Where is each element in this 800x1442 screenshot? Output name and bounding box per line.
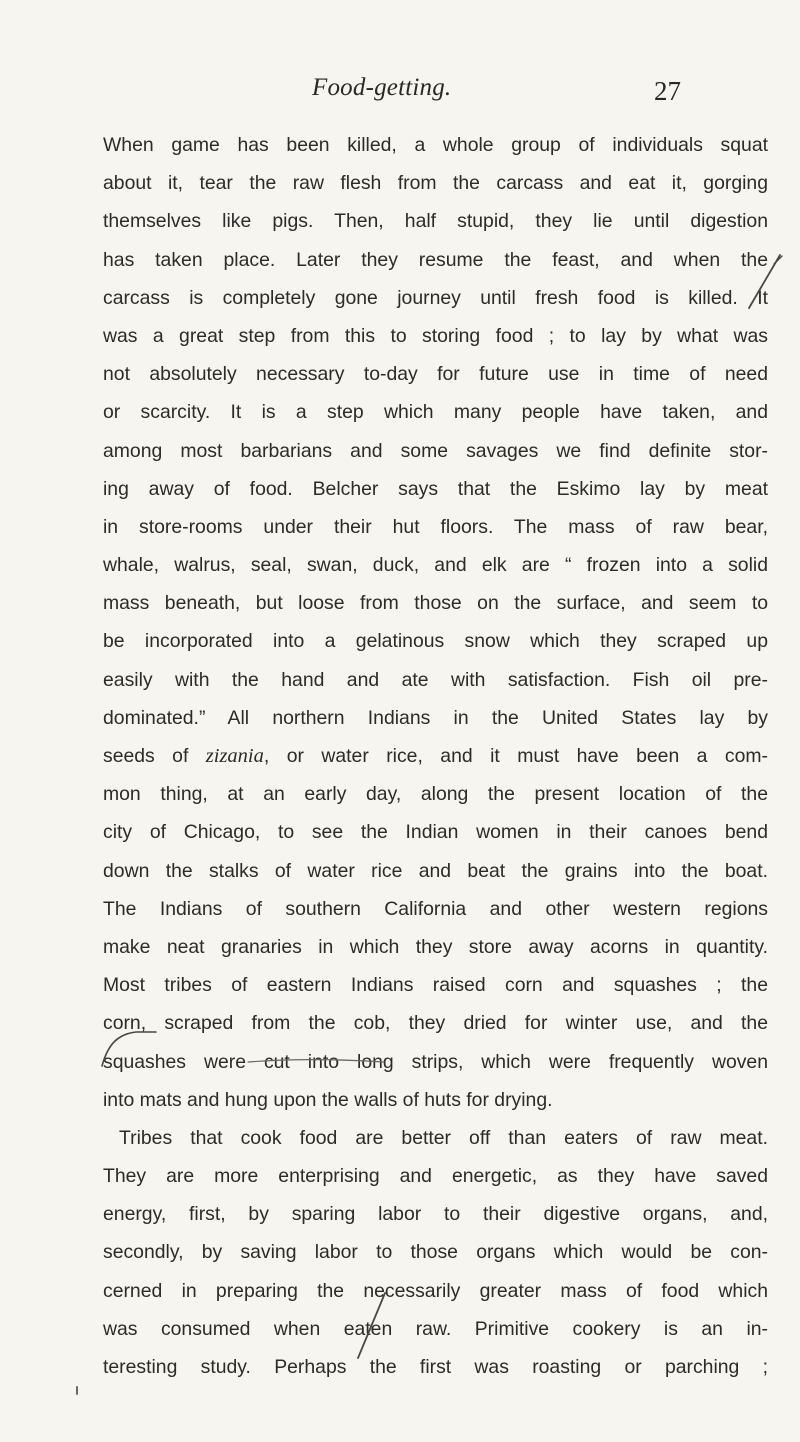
text-line: Most tribes of eastern Indians raised corn and squashes ; the [103, 974, 768, 997]
text-line: themselves like pigs. Then, half stupid, they lie until digestion [103, 210, 768, 233]
text-line: not absolutely necessary to-day for future use in time of need [103, 363, 768, 386]
text-line: about it, tear the raw flesh from the carcass and eat it, gorging [103, 172, 768, 195]
text-segment: seeds of [103, 745, 189, 767]
text-line: cerned in preparing the necessarily greater mass of food which [103, 1279, 768, 1302]
text-line: ing away of food. Belcher says that the Eskimo lay by meat [103, 477, 768, 500]
text-line: Tribes that cook food are better off than eaters of raw meat. [119, 1126, 768, 1149]
page-number: 27 [654, 76, 681, 106]
text-line: was consumed when eaten raw. Primitive cookery is an in- [103, 1317, 768, 1340]
text-line: was a great step from this to storing food ; to lay by what was [103, 324, 768, 347]
text-line: make neat granaries in which they store away acorns in quantity. [103, 935, 768, 958]
text-line: be incorporated into a gelatinous snow which they scraped up [103, 630, 768, 653]
running-title: Food-getting. [312, 74, 452, 101]
text-line [103, 737, 768, 775]
stray-ink-mark [76, 1386, 78, 1395]
text-line: has taken place. Later they resume the feast, and when the [103, 248, 768, 271]
text-line: teresting study. Perhaps the first was roasting or parching ; [103, 1356, 768, 1378]
paragraph-2 [103, 1119, 768, 1386]
text-line: in store-rooms under their hut floors. The mass of raw bear, [103, 515, 768, 538]
paragraph-1 [103, 126, 768, 1119]
text-line: The Indians of southern California and other western regions [103, 897, 768, 920]
text-line: into mats and hung upon the walls of huts for drying. [103, 1088, 553, 1111]
body-text [103, 126, 768, 1386]
text-line: corn, scraped from the cob, they dried for winter use, and the [103, 1012, 768, 1035]
text-line: squashes were cut into long strips, which were frequently woven [103, 1050, 768, 1073]
text-line: They are more enterprising and energetic, as they have saved [103, 1165, 768, 1188]
text-line: city of Chicago, to see the Indian women in their canoes bend [103, 821, 768, 844]
text-line: among most barbarians and some savages we find definite stor- [103, 439, 768, 462]
pencil-stroke [774, 256, 782, 264]
running-head [0, 72, 800, 104]
text-line: down the stalks of water rice and beat the grains into the boat. [103, 859, 768, 882]
text-line: mass beneath, but loose from those on the surface, and seem to [103, 592, 768, 615]
italic-term: zizania [205, 745, 264, 767]
text-line: energy, first, by sparing labor to their digestive organs, and, [103, 1203, 768, 1226]
text-line: carcass is completely gone journey until fresh food is killed. It [103, 286, 768, 309]
text-segment: , or water rice, and it must have been a com- [263, 745, 768, 767]
text-line: dominated.” All northern Indians in the United States lay by [103, 706, 768, 729]
text-line: or scarcity. It is a step which many people have taken, and [103, 401, 768, 424]
text-line: easily with the hand and ate with satisfaction. Fish oil pre- [103, 668, 768, 691]
text-line: whale, walrus, seal, swan, duck, and elk are “ frozen into a solid [103, 554, 768, 577]
text-line: mon thing, at an early day, along the present location of the [103, 783, 768, 806]
text-line: When game has been killed, a whole group of individuals squat [103, 134, 768, 156]
text-line: secondly, by saving labor to those organs which would be con- [103, 1241, 768, 1264]
